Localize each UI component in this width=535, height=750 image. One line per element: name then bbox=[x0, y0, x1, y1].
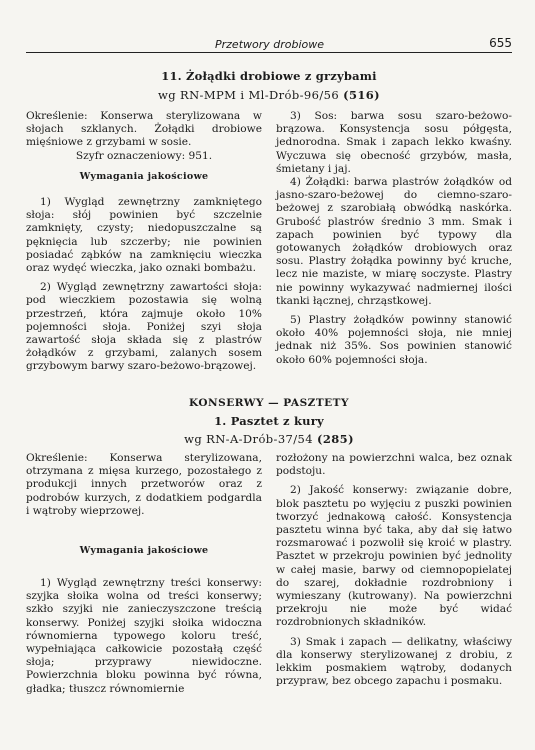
section1-standard bbox=[26, 88, 512, 102]
section1-right-column bbox=[276, 110, 512, 367]
section1-requirements-heading: Wymagania jakościowe bbox=[79, 171, 209, 182]
section1-left-items bbox=[26, 196, 262, 374]
section1-item-4: 4) Żołądki: barwa plastrów żołądków od jasno-szaro-beżowej do ciemno-szaro-beżowej z szarobiałą obwódką naskórka. Grubość plastrów średnio 3 mm. Smak i zapach powinien być typowy dla gotowanych żołądków drobiowych oraz sosu. Plastry żołądka powinny być kruche, lecz nie maziste, w miarę soczyste. Plastry nie powinny wykazywać nadmiernej ilości tkanki łącznej, chrząstkowej. bbox=[276, 176, 512, 307]
running-header bbox=[26, 34, 512, 53]
section2-standard bbox=[26, 432, 512, 446]
section2-code: (285) bbox=[317, 432, 354, 446]
section2-title: 1. Pasztet z kury bbox=[214, 414, 324, 428]
section1-standard-text: wg RN-MPM i Ml-Drób-96/56 bbox=[157, 88, 340, 102]
section1-item-1: 1) Wygląd zewnętrzny zamkniętego słoja: słój powinien być szczelnie zamknięty, czysty; niedopuszczalne są pęknięcia lub szczerby; nie powinien posiadać ząbków na zamknięciu wieczka oraz wydęć wieczka, jako oznaki bombażu. bbox=[26, 196, 262, 275]
section2-left-column bbox=[26, 452, 262, 518]
running-title: Przetwory drobiowe bbox=[215, 38, 325, 51]
section2-item-2: 2) Jakość konserwy: związanie dobre, blok pasztetu po wyjęciu z puszki powinien tworzyć jednakową całość. Konsystencja pasztetu winna być taka, aby dał się łatwo rozsmarować i pozwolił się kroić w plastry. Pasztet w przekroju powinien być jednolity w całej masie, barwy od ciemnopopielatej do szarej, dokładnie rozdrobniony i wymieszany (kutrowany). Na powierzchni przekroju nie może być widać rozdrobnionych składników. bbox=[276, 484, 512, 629]
section2-item-3: 3) Smak i zapach — delikatny, właściwy dla konserwy sterylizowanej z drobiu, z lekkim posmakiem wątroby, dodanych przypraw, bez obcego zapachu i posmaku. bbox=[276, 635, 512, 688]
section1-item-5: 5) Plastry żołądków powinny stanowić około 40% pojemności słoja, nie mniej jednak niż 35%. Sos powinien stanowić około 60% pojemności słoja. bbox=[276, 314, 512, 366]
section1-item-2: 2) Wygląd zewnętrzny zawartości słoja: pod wieczkiem pozostawia się wolną przestrzeń, która zajmuje około 10% pojemności słoja. Poniżej szyi słoja zawartość słoja składa się z plastrów żołądków z grzybami, zalanych sosem grzybowym barwy szaro-beżowo-brązowej. bbox=[26, 281, 262, 373]
section1-code-line: Szyfr oznaczeniowy: 951. bbox=[75, 149, 213, 162]
section1-title: 11. Żołądki drobiowe z grzybami bbox=[161, 69, 377, 83]
section1-code: (516) bbox=[343, 88, 381, 102]
section2-item-1: 1) Wygląd zewnętrzny treści konserwy: szyjka słoika wolna od treści konserwy; szkło szyjki nie zanieczyszczone treścią konserwy. Poniżej szyjki słoika widoczna równomierna typowego koloru treść, wypełniająca całkowicie pozostałą część słoja; przyprawy niewidoczne. Powierzchnia bloku powinna być równa, gładka; tłuszcz równomiernie bbox=[26, 577, 262, 695]
section2-requirements-heading: Wymagania jakościowe bbox=[79, 545, 209, 556]
section2-definition: Określenie: Konserwa sterylizowana, otrzymana z mięsa kurzego, pozostałego z produkcji innych przetworów oraz z podrobów kurzych, z dodatkiem podgardla i wątroby wieprzowej. bbox=[26, 452, 262, 517]
section2-heading: KONSERWY — PASZTETY bbox=[189, 397, 349, 409]
section2-standard-text: wg RN-A-Drób-37/54 bbox=[184, 432, 313, 446]
section2-continuation: rozłożony na powierzchni walca, bez oznak podstoju. bbox=[276, 452, 512, 478]
section1-item-3: 3) Sos: barwa sosu szaro-beżowo-brązowa. Konsystencja sosu półgęsta, jednorodna. Smak i zapach lekko kwaśny. Wyczuwa się obecność grzybów, masła, śmietany i jaj. bbox=[276, 110, 512, 175]
section2-left-items bbox=[26, 577, 262, 696]
section1-left-column bbox=[26, 110, 262, 163]
section1-definition: Określenie: Konserwa sterylizowana w słojach szklanych. Żołądki drobiowe mięśniowe z grzybami w sosie. bbox=[26, 110, 262, 149]
page-number: 655 bbox=[489, 36, 512, 50]
section2-right-column bbox=[276, 452, 512, 688]
